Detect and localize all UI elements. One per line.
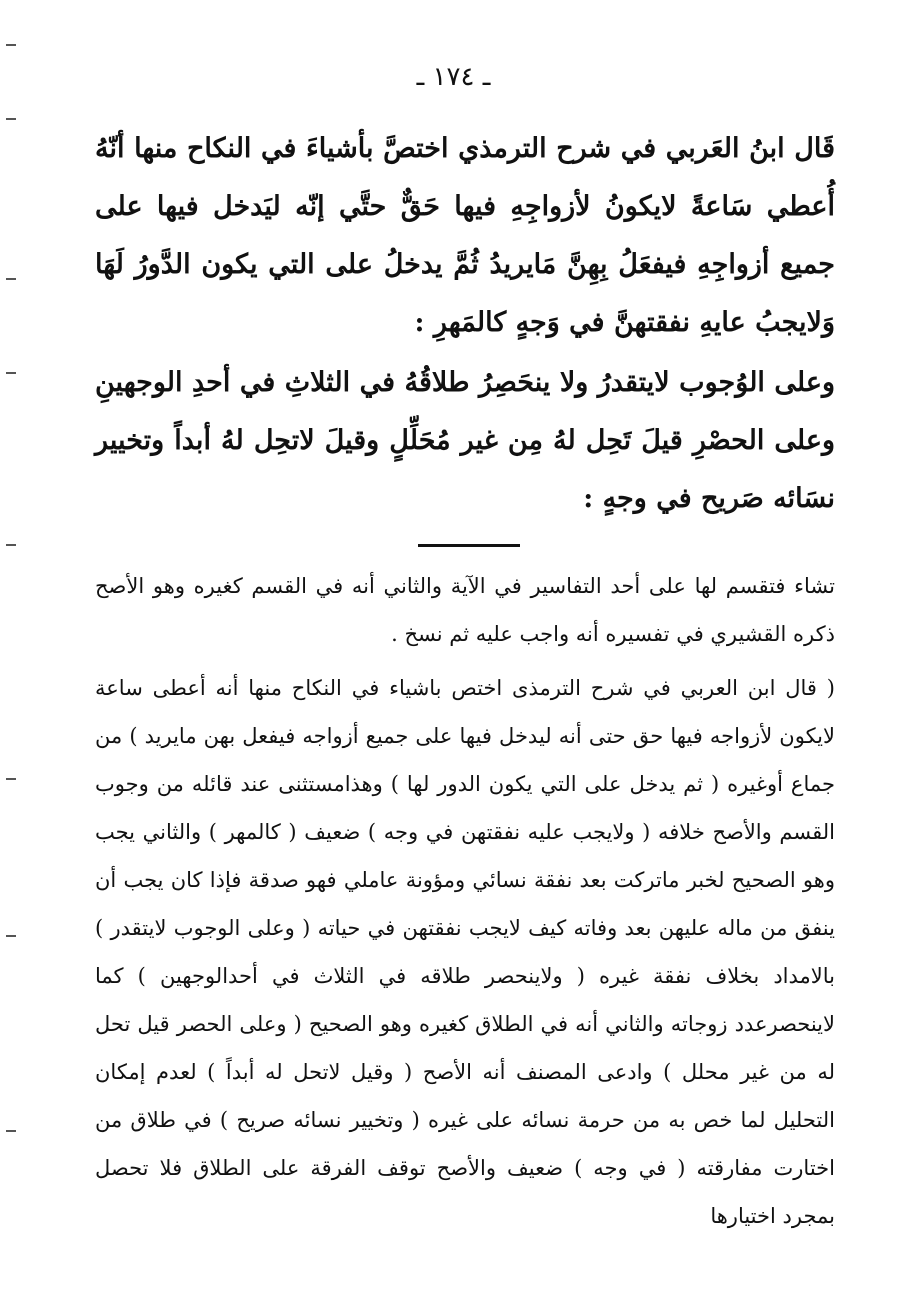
commentary-paragraph: ( قال ابن العربي في شرح الترمذى اختص باشياء في النكاح منها أنه أعطى ساعة لايكون لأزواجه فيها حق حتى أنه ليدخل فيها على جميع أزواجه فيفعل بهن مايريد ) من جماع أوغيره ( ثم يدخل على التي يكون الدور لها ) وهذامستثنى عند قائله من وجوب القسم والأصح خلافه ( ولايجب عليه نفقتهن في وجه ) ضعيف ( كالمهر ) والثاني يجب وهو الصحيح لخبر ماتركت بعد نفقة نسائي ومؤونة عاملي فهو صدقة فإذا كان يجب أن ينفق من ماله عليهن بعد وفاته كيف لايجب نفقتهن في حياته ( وعلى الوجوب لايتقدر ) بالامداد بخلاف نفقة غيره ( ولاينحصر طلاقه في الثلاث في أحدالوجهين ) كما لاينحصرعدد زوجاته والثاني أنه في الطلاق كغيره وهو الصحيح ( وعلى الحصر قيل تحل له من غير محلل ) وادعى المصنف أنه الأصح ( وقيل لاتحل له أبداً ) لعدم إمكان التحليل لما خص به من حرمة نسائه على غيره ( وتخيير نسائه صريح ) في طلاق من اختارت مفارقته ( في وجه ) ضعيف والأصح توقف الفرقة على الطلاق فلا تحصل بمجرد اختيارها [95, 676, 836, 1228]
margin-mark [6, 278, 16, 280]
main-paragraph: وعلى الوُجوب لايتقدرُ ولا ينحَصِرُ طلاقُهُ في الثلاثِ في أحدِ الوجهينِ وعلى الحصْرِ قيلَ تَحِل لهُ مِن غير مُحَلِّلٍ وقيلَ لاتحِل لهُ أبداً وتخيير نسَائه صَريح في وجهٍ : [95, 367, 835, 514]
margin-mark [6, 1130, 16, 1132]
section-divider [418, 544, 520, 547]
margin-mark [6, 372, 16, 374]
commentary-paragraph: تشاء فتقسم لها على أحد التفاسير في الآية والثاني أنه في القسم كغيره وهو الأصح ذكره القشيري في تفسيره أنه واجب عليه ثم نسخ . [95, 574, 835, 646]
margin-mark [6, 778, 16, 780]
margin-mark [6, 935, 16, 937]
main-text [95, 120, 835, 528]
margin-mark [6, 544, 16, 546]
page-number: ـ ١٧٤ ـ [416, 62, 491, 92]
main-paragraph: قَال ابنُ العَربي في شرح الترمذي اختصَّ بأشياءَ في النكاح منها أنّهُ أُعطي سَاعةً لايكونُ لأزواجِهِ فيها حَقٌّ حتَّي إنّه ليَدخل فيها على جميع أزواجِهِ فيفعَلُ بِهِنَّ مَايريدُ ثُمَّ يدخلُ على التي يكون الدَّورُ لَهَا وَلايجبُ عايهِ نفقتهنَّ في وَجهٍ كالمَهرِ : [95, 133, 835, 338]
margin-mark [6, 44, 16, 46]
commentary-text [95, 562, 835, 1240]
margin-mark [6, 118, 16, 120]
